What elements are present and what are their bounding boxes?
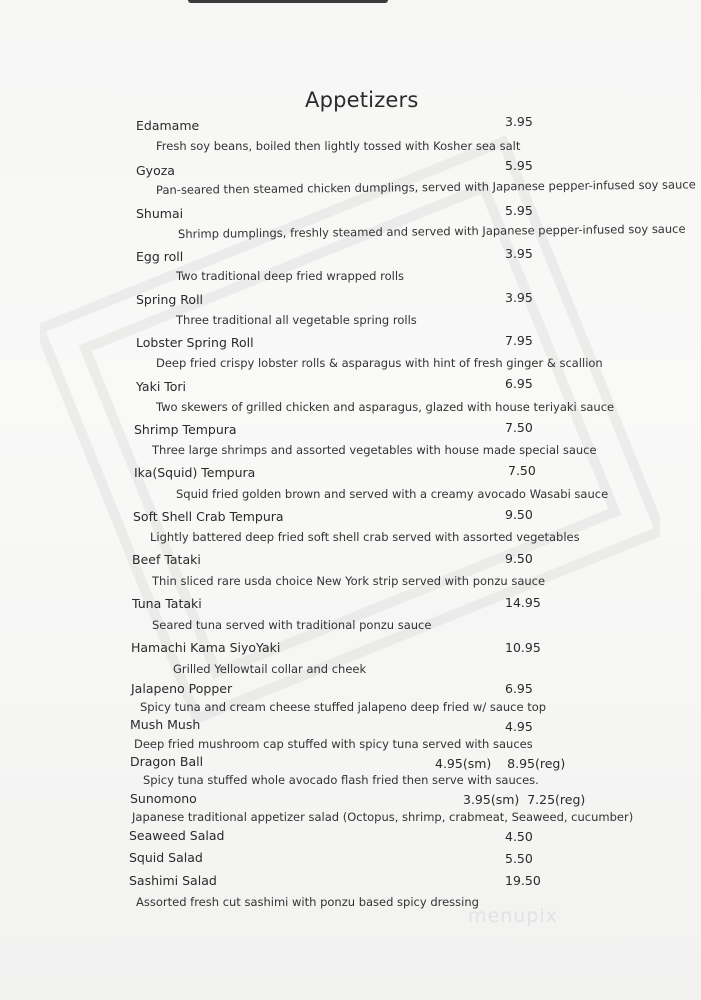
item-price: 10.95 [505, 640, 541, 655]
item-name: Mush Mush [130, 717, 201, 732]
item-price: 3.95 [505, 290, 533, 305]
item-price: 7.50 [508, 463, 536, 478]
item-name: Squid Salad [129, 850, 203, 865]
item-description: Two traditional deep fried wrapped rolls [176, 269, 405, 283]
item-name: Shumai [136, 206, 184, 221]
item-price: 3.95(sm) 7.25(reg) [463, 792, 586, 807]
item-price: 4.50 [505, 829, 533, 844]
item-description: Two skewers of grilled chicken and asparagus, glazed with house teriyaki sauce [156, 400, 615, 414]
item-price: 3.95 [505, 114, 533, 129]
item-price: 14.95 [505, 595, 541, 610]
item-name: Tuna Tataki [132, 596, 202, 611]
item-name: Yaki Tori [136, 379, 187, 394]
item-name: Beef Tataki [132, 552, 201, 567]
item-price: 9.50 [505, 551, 533, 566]
item-price: 6.95 [505, 681, 533, 696]
item-description: Pan-seared then steamed chicken dumplings, served with Japanese pepper-infused soy sauce [155, 177, 696, 197]
item-price: 4.95 [505, 719, 533, 734]
item-description: Spicy tuna and cream cheese stuffed jalapeno deep fried w/ sauce top [140, 700, 547, 714]
item-name: Seaweed Salad [129, 828, 225, 843]
item-name: Spring Roll [136, 292, 204, 307]
item-description: Seared tuna served with traditional ponzu sauce [152, 618, 432, 632]
item-name: Lobster Spring Roll [136, 335, 254, 350]
item-description: Deep fried mushroom cap stuffed with spicy tuna served with sauces [134, 737, 533, 751]
item-description: Lightly battered deep fried soft shell crab served with assorted vegetables [150, 530, 580, 544]
item-name: Hamachi Kama SiyoYaki [131, 640, 281, 655]
item-name: Soft Shell Crab Tempura [133, 509, 284, 524]
item-description: Three traditional all vegetable spring rolls [176, 313, 417, 327]
item-price: 5.95 [505, 203, 533, 218]
item-description: Japanese traditional appetizer salad (Octopus, shrimp, crabmeat, Seaweed, cucumber) [132, 810, 634, 824]
item-description: Deep fried crispy lobster rolls & asparagus with hint of fresh ginger & scallion [156, 356, 603, 370]
item-description: Fresh soy beans, boiled then lightly tossed with Kosher sea salt [156, 139, 521, 153]
menu-title: Appetizers [305, 88, 419, 112]
item-name: Sunomono [130, 791, 197, 806]
item-price: 19.50 [505, 873, 541, 888]
item-price: 5.50 [505, 851, 533, 866]
item-name: Gyoza [136, 163, 175, 178]
item-name: Shrimp Tempura [134, 422, 237, 437]
item-name: Jalapeno Popper [131, 681, 233, 696]
item-price: 7.50 [505, 420, 533, 435]
item-name: Ika(Squid) Tempura [134, 465, 256, 480]
item-price: 5.95 [505, 158, 533, 173]
item-price: 6.95 [505, 376, 533, 391]
item-name: Sashimi Salad [129, 873, 217, 888]
item-price: 9.50 [505, 507, 533, 522]
item-description: Spicy tuna stuffed whole avocado flash fried then serve with sauces. [143, 773, 539, 787]
item-price: 4.95(sm) 8.95(reg) [435, 756, 566, 771]
item-price: 7.95 [505, 333, 533, 348]
item-name: Egg roll [136, 249, 184, 264]
item-description: Assorted fresh cut sashimi with ponzu based spicy dressing [136, 895, 479, 909]
item-description: Squid fried golden brown and served with a creamy avocado Wasabi sauce [176, 487, 609, 501]
item-description: Three large shrimps and assorted vegetables with house made special sauce [152, 443, 597, 457]
watermark-logo: menupix [468, 905, 558, 927]
item-price: 3.95 [505, 246, 533, 261]
item-description: Grilled Yellowtail collar and cheek [173, 662, 367, 676]
item-description: Thin sliced rare usda choice New York strip served with ponzu sauce [152, 574, 546, 588]
item-name: Edamame [136, 118, 200, 133]
item-name: Dragon Ball [130, 754, 204, 769]
item-description: Shrimp dumplings, freshly steamed and served with Japanese pepper-infused soy sauce [177, 221, 686, 241]
